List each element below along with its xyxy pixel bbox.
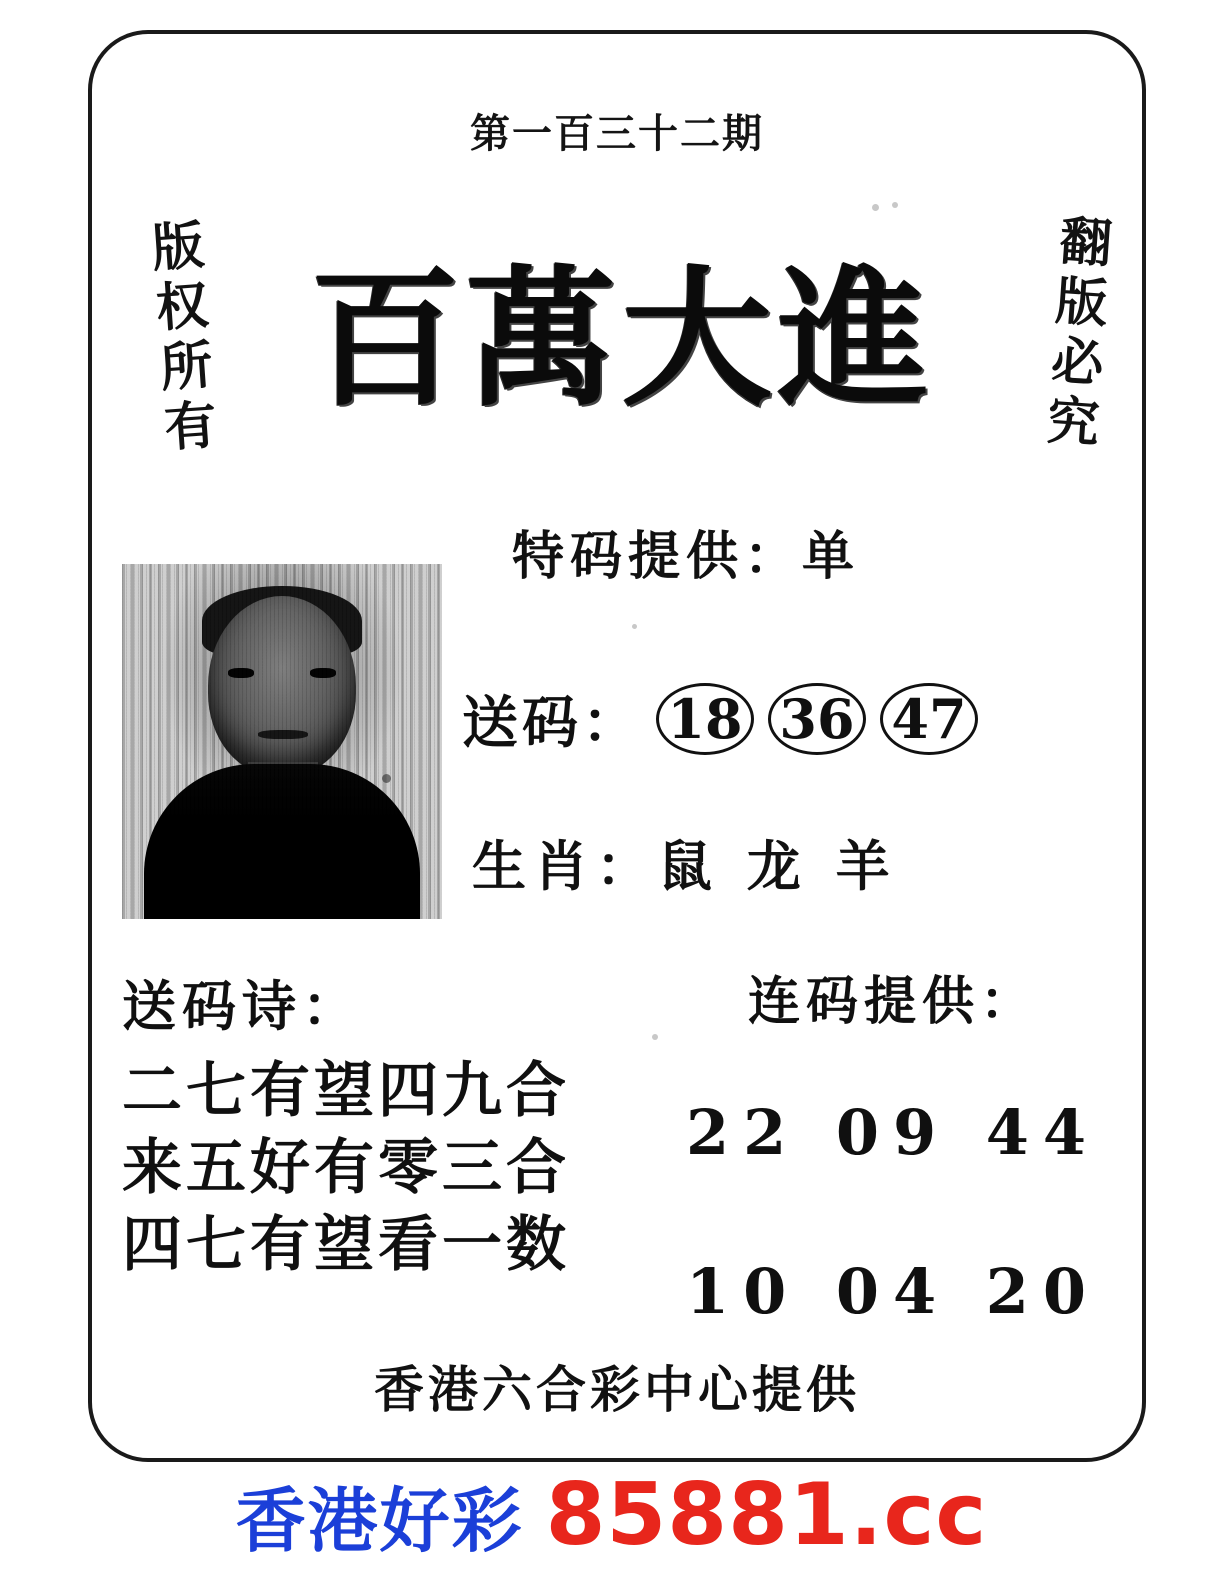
zodiac-label: 生肖： bbox=[472, 834, 658, 898]
special-code-row bbox=[512, 514, 860, 589]
portrait-photo bbox=[122, 564, 442, 919]
lianma-title: 连码提供： bbox=[747, 971, 1038, 1032]
send-code-ball-3: 47 bbox=[880, 683, 978, 755]
special-code-value: 单 bbox=[802, 526, 861, 587]
poem-line-2: 来五好有零三合 bbox=[122, 1132, 570, 1203]
send-code-row bbox=[462, 679, 978, 759]
lianma-row-1: 22 09 44 bbox=[685, 1096, 1100, 1169]
poem-title: 送码诗： bbox=[122, 974, 362, 1038]
zodiac-value: 鼠 龙 羊 bbox=[658, 834, 898, 898]
card-footer-text: 香港六合彩中心提供 bbox=[374, 1360, 860, 1419]
scan-grain-overlay bbox=[122, 564, 442, 919]
poem-block bbox=[122, 964, 570, 1283]
send-code-ball-2: 36 bbox=[768, 683, 866, 755]
copyright-left-text: 版权所有 bbox=[140, 217, 219, 461]
send-code-ball-1: 18 bbox=[656, 683, 754, 755]
send-code-label: 送码： bbox=[462, 690, 642, 756]
scan-speck bbox=[652, 1034, 658, 1040]
lianma-block bbox=[678, 959, 1108, 1328]
issue-number: 第一百三十二期 bbox=[470, 111, 764, 157]
scan-speck bbox=[892, 202, 898, 208]
poem-line-1: 二七有望四九合 bbox=[122, 1056, 570, 1126]
scan-speck bbox=[632, 624, 637, 629]
bottom-banner bbox=[0, 1460, 1223, 1570]
lianma-row-2: 10 04 20 bbox=[685, 1255, 1100, 1328]
poem-line-3: 四七有望看一数 bbox=[122, 1209, 570, 1280]
copyright-right-text: 翻版必究 bbox=[1035, 212, 1114, 456]
banner-brand-text: 香港好彩 bbox=[235, 1479, 524, 1562]
scan-speck bbox=[872, 204, 879, 211]
scan-speck bbox=[382, 774, 391, 783]
banner-site-text: 85881.cc bbox=[545, 1465, 988, 1565]
special-code-label: 特码提供： bbox=[512, 526, 803, 587]
zodiac-row bbox=[472, 824, 898, 901]
lottery-poster-card bbox=[88, 30, 1146, 1462]
brand-title: 百萬大進 bbox=[309, 251, 934, 427]
